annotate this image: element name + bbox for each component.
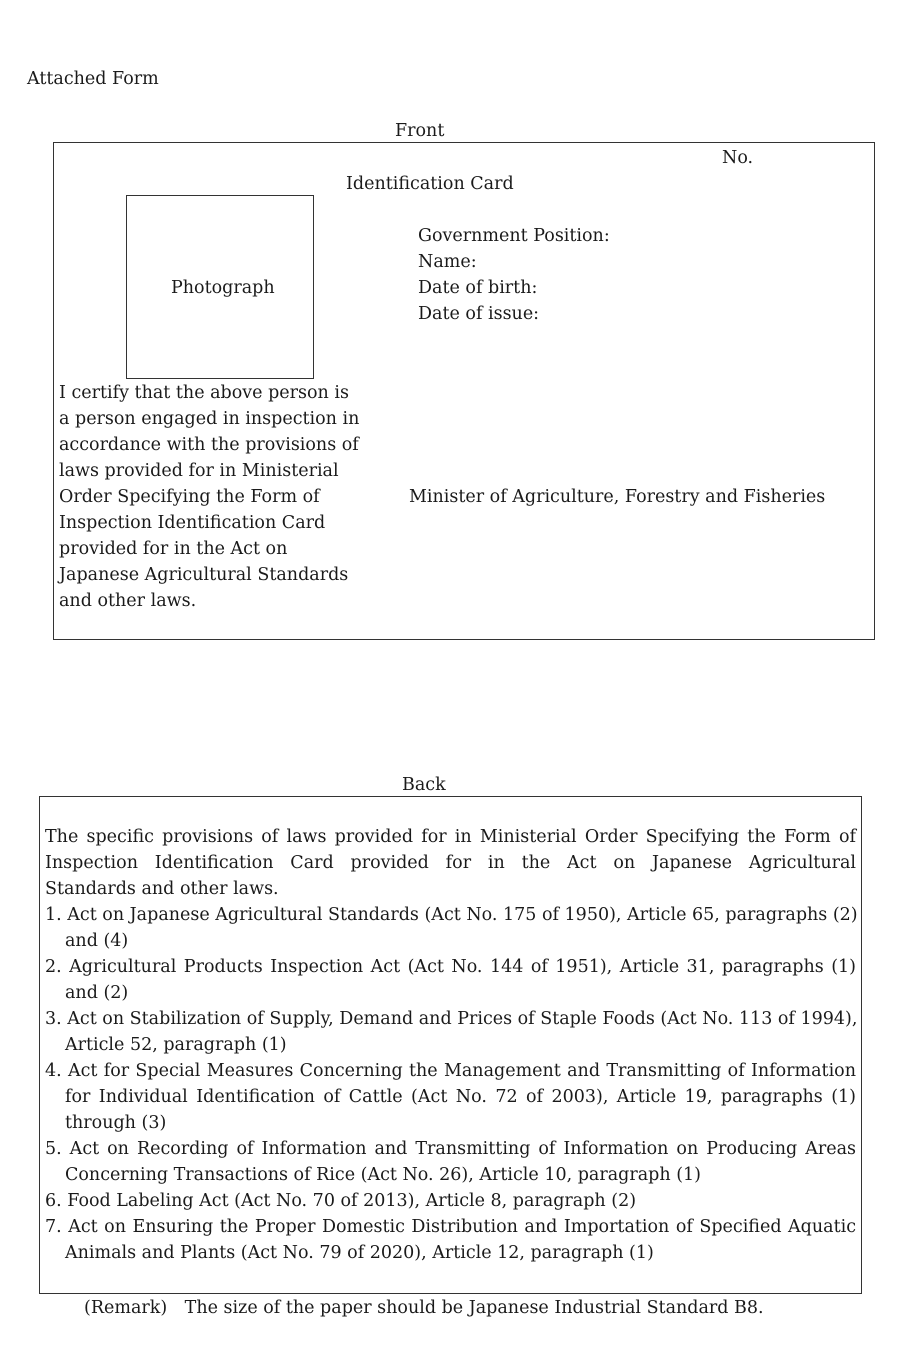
certification-line: I certify that the above person is xyxy=(59,383,349,403)
certification-line: and other laws. xyxy=(59,591,197,611)
law-item-3-cont: Article 52, paragraph (1) xyxy=(65,1035,287,1055)
certification-text xyxy=(59,380,359,614)
law-item-5-cont: Concerning Transactions of Rice (Act No. 26), Article 10, paragraph (1) xyxy=(65,1165,701,1185)
law-item-1-cont: and (4) xyxy=(65,931,129,951)
law-item-7-cont: Animals and Plants (Act No. 79 of 2020), Article 12, paragraph (1) xyxy=(65,1243,654,1263)
certification-line: a person engaged in inspection in xyxy=(59,409,360,429)
certification-line: Order Specifying the Form of xyxy=(59,487,320,507)
card-title: Identification Card xyxy=(346,174,514,194)
issuer-signature: Minister of Agriculture, Forestry and Fisheries xyxy=(409,487,826,507)
law-item-2-cont: and (2) xyxy=(65,983,129,1003)
card-fields xyxy=(418,223,610,327)
photograph-label: Photograph xyxy=(171,278,275,298)
certification-line: laws provided for in Ministerial xyxy=(59,461,339,481)
law-item-3: 3. Act on Stabilization of Supply, Demand and Prices of Staple Foods (Act No. 113 of 1994), xyxy=(45,1009,858,1029)
back-content xyxy=(45,824,856,1266)
field-date-of-birth: Date of birth: xyxy=(418,278,538,298)
field-name: Name: xyxy=(418,252,477,272)
law-item-1: 1. Act on Japanese Agricultural Standards (Act No. 175 of 1950), Article 65, paragraphs (2) xyxy=(45,905,858,925)
certification-line: provided for in the Act on xyxy=(59,539,288,559)
front-label: Front xyxy=(395,121,445,141)
law-item-6: 6. Food Labeling Act (Act No. 70 of 2013), Article 8, paragraph (2) xyxy=(45,1191,637,1211)
attached-form-heading: Attached Form xyxy=(27,69,159,89)
card-number-label: No. xyxy=(722,148,754,168)
law-item-5: 5. Act on Recording of Information and Transmitting of Information on Producing Areas xyxy=(45,1139,856,1159)
intro-line: Standards and other laws. xyxy=(45,879,279,899)
intro-line: The specific provisions of laws provided for in Ministerial Order Specifying the Form of xyxy=(45,827,856,847)
intro-line: Inspection Identification Card provided for in the Act on Japanese Agricultural xyxy=(45,853,856,873)
law-item-2: 2. Agricultural Products Inspection Act (Act No. 144 of 1951), Article 31, paragraphs (1) xyxy=(45,957,856,977)
law-item-7: 7. Act on Ensuring the Proper Domestic Distribution and Importation of Specified Aquatic xyxy=(45,1217,856,1237)
field-government-position: Government Position: xyxy=(418,226,610,246)
law-item-4: 4. Act for Special Measures Concerning the Management and Transmitting of Information xyxy=(45,1061,856,1081)
back-label: Back xyxy=(402,775,446,795)
certification-line: accordance with the provisions of xyxy=(59,435,359,455)
remark-note: (Remark) The size of the paper should be Japanese Industrial Standard B8. xyxy=(84,1298,764,1318)
certification-line: Inspection Identification Card xyxy=(59,513,326,533)
field-date-of-issue: Date of issue: xyxy=(418,304,540,324)
certification-line: Japanese Agricultural Standards xyxy=(59,565,349,585)
law-item-4-cont: through (3) xyxy=(65,1113,167,1133)
law-item-4-cont: for Individual Identification of Cattle (Act No. 72 of 2003), Article 19, paragraphs (1) xyxy=(65,1087,856,1107)
